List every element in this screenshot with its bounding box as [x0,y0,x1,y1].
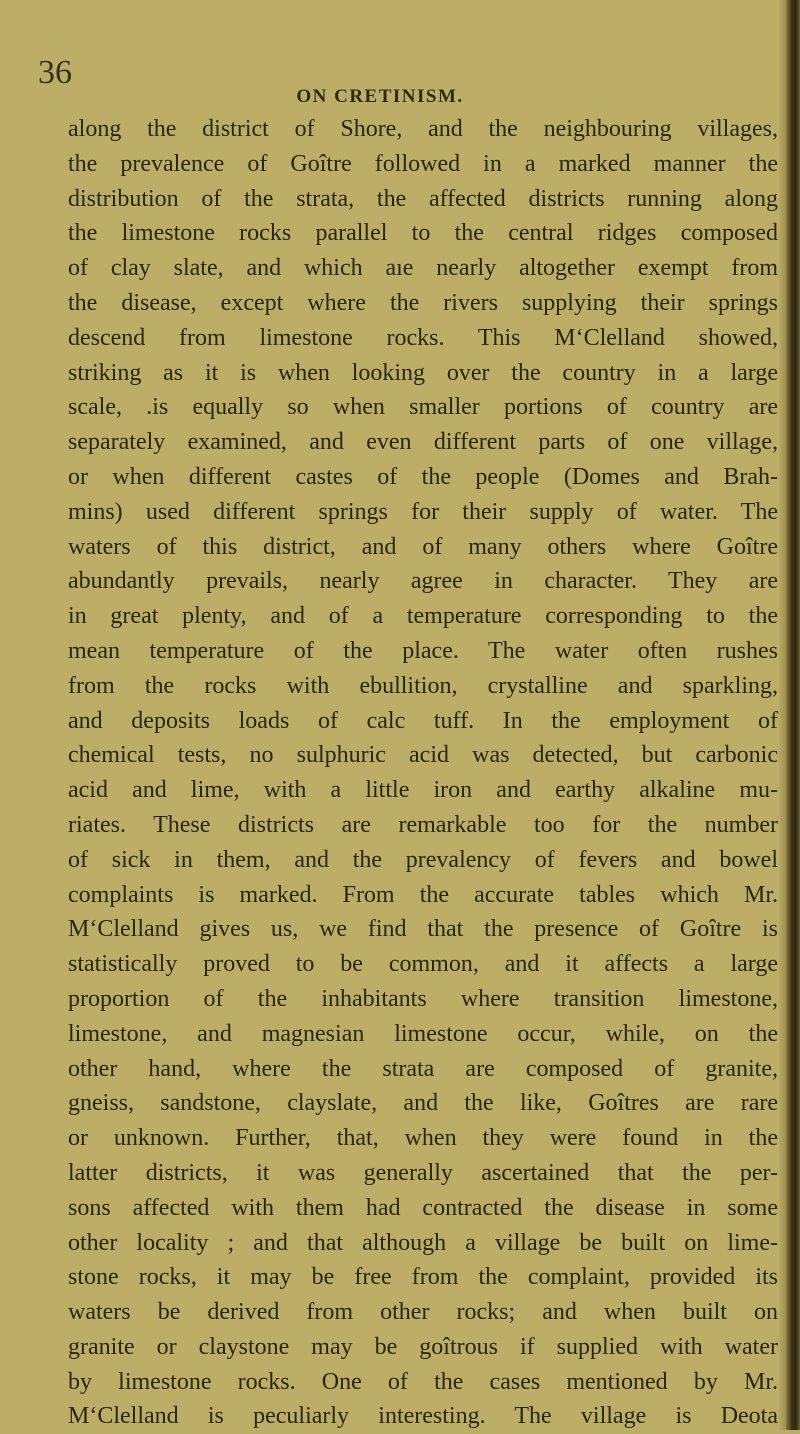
text-line: gneiss, sandstone, clayslate, and the like, Goîtres are rare [68,1090,778,1117]
text-line: latter districts, it was generally ascertained that the per- [68,1159,778,1186]
text-line: from the rocks with ebullition, crystalline and sparkling, [68,672,778,699]
text-line: scale, .is equally so when smaller portions of country are [68,394,778,421]
text-line: mins) used different springs for their supply of water. The [68,498,778,525]
body-text [68,112,778,1434]
text-line: stone rocks, it may be free from the complaint, provided its [68,1264,778,1291]
text-line: complaints is marked. From the accurate tables which Mr. [68,881,778,908]
text-line: waters of this district, and of many others where Goître [68,533,778,560]
text-line: separately examined, and even different parts of one village, [68,429,778,456]
text-line: in great plenty, and of a temperature corresponding to the [68,603,778,630]
text-line: proportion of the inhabitants where transition limestone, [68,985,778,1012]
text-line: abundantly prevails, nearly agree in character. They are [68,568,778,595]
text-line: the disease, except where the rivers supplying their springs [68,289,778,316]
text-line: by limestone rocks. One of the cases mentioned by Mr. [68,1368,778,1395]
text-line: statistically proved to be common, and it affects a large [68,951,778,978]
text-line: the limestone rocks parallel to the central ridges composed [68,220,778,247]
text-line: other hand, where the strata are composed of granite, [68,1055,778,1082]
text-line: striking as it is when looking over the country in a large [68,359,778,386]
text-line: or unknown. Further, that, when they were found in the [68,1125,778,1152]
binding-shadow [778,0,786,1430]
text-line: of sick in them, and the prevalency of fevers and bowel [68,846,778,873]
text-line: of clay slate, and which aıe nearly altogether exempt from [68,255,778,282]
text-line: waters be derived from other rocks; and when built on [68,1299,778,1326]
text-line: M‘Clelland is peculiarly interesting. The village is Deota [68,1403,778,1430]
page-number: 36 [38,54,72,91]
text-line: sons affected with them had contracted the disease in some [68,1194,778,1221]
text-line: distribution of the strata, the affected districts running along [68,185,778,212]
text-line: or when different castes of the people (Domes and Brah- [68,463,778,490]
text-line: and deposits loads of calc tuff. In the employment of [68,707,778,734]
text-line: riates. These districts are remarkable too for the number [68,811,778,838]
text-line: other locality ; and that although a village be built on lime- [68,1229,778,1256]
text-line: chemical tests, no sulphuric acid was detected, but carbonic [68,742,778,769]
text-line: M‘Clelland gives us, we find that the presence of Goître is [68,916,778,943]
text-line: granite or claystone may be goîtrous if supplied with water [68,1333,778,1360]
book-binding-edge [786,0,800,1430]
text-line: limestone, and magnesian limestone occur, while, on the [68,1020,778,1047]
text-line: descend from limestone rocks. This M‘Clelland showed, [68,324,778,351]
text-line: acid and lime, with a little iron and earthy alkaline mu- [68,777,778,804]
text-line: the prevalence of Goître followed in a marked manner the [68,150,778,177]
text-line: mean temperature of the place. The water often rushes [68,637,778,664]
running-head: ON CRETINISM. [296,86,464,107]
text-line: along the district of Shore, and the neighbouring villages, [68,116,778,142]
